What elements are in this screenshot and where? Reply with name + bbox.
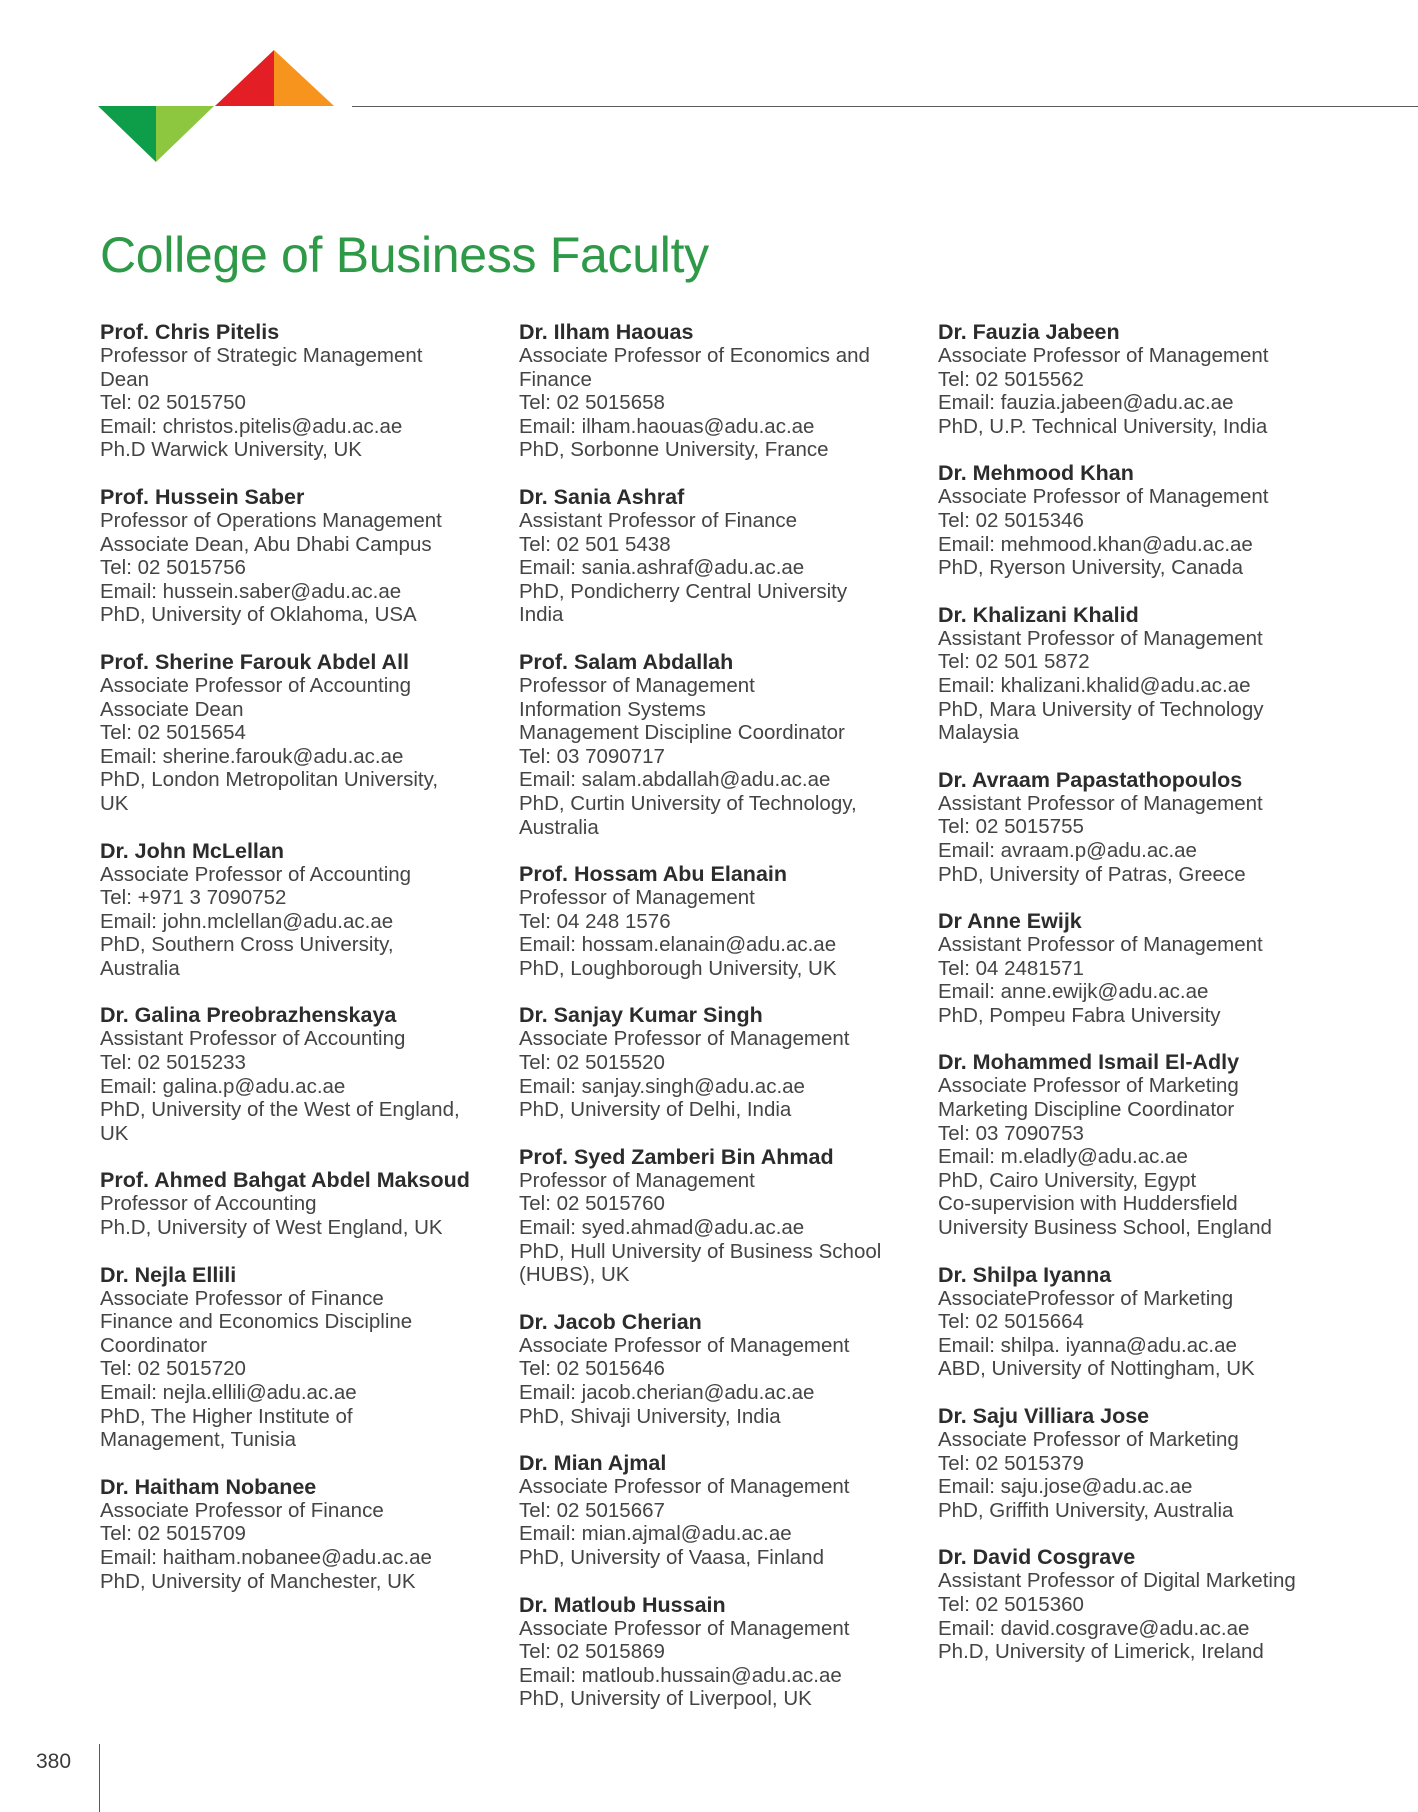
faculty-entry [519, 1003, 919, 1121]
faculty-detail-line: Associate Professor of Finance [100, 1498, 384, 1522]
faculty-detail-line: Associate Professor of Marketing [938, 1428, 1239, 1451]
faculty-detail-line: Tel: 02 5015667 [519, 1498, 665, 1522]
faculty-detail-line: PhD, University of Liverpool, UK [519, 1687, 812, 1711]
page-number: 380 [36, 1750, 72, 1773]
faculty-name: Dr. Sania Ashraf [519, 484, 685, 509]
faculty-detail-line: Assistant Professor of Accounting [100, 1027, 406, 1051]
faculty-detail-line: Assistant Professor of Finance [519, 508, 798, 532]
faculty-entry [100, 1168, 500, 1239]
faculty-detail-line: Associate Professor of Marketing [938, 1074, 1239, 1098]
faculty-detail-line: Assistant Professor of Management [938, 791, 1263, 815]
faculty-detail-line: UK [100, 1121, 129, 1145]
faculty-detail-line: Tel: 02 5015360 [938, 1592, 1084, 1616]
faculty-name: Prof. Syed Zamberi Bin Ahmad [519, 1144, 834, 1169]
faculty-name: Dr Anne Ewijk [938, 909, 1082, 934]
faculty-detail-line: Email: m.eladly@adu.ac.ae [938, 1145, 1188, 1169]
faculty-detail-line: Tel: 02 5015520 [519, 1051, 665, 1075]
faculty-detail-line: Tel: 03 7090753 [938, 1121, 1084, 1145]
faculty-name: Prof. Salam Abdallah [519, 649, 734, 674]
faculty-name: Dr. Fauzia Jabeen [938, 320, 1120, 344]
faculty-detail-line: Australia [100, 956, 180, 980]
faculty-entry [100, 485, 500, 627]
logo-red-triangle [215, 50, 274, 106]
faculty-detail-line: PhD, University of Patras, Greece [938, 862, 1246, 886]
faculty-name: Dr. David Cosgrave [938, 1545, 1136, 1570]
faculty-detail-line: PhD, Loughborough University, UK [519, 956, 837, 980]
faculty-detail-line: Email: john.mclellan@adu.ac.ae [100, 909, 394, 933]
faculty-detail-line: Professor of Operations Management [100, 508, 442, 532]
faculty-detail-line: PhD, University of Manchester, UK [100, 1569, 416, 1593]
faculty-detail-line: PhD, Griffith University, Australia [938, 1498, 1234, 1522]
faculty-detail-line: Tel: 02 5015233 [100, 1051, 246, 1075]
faculty-detail-line: Tel: 02 5015720 [100, 1357, 246, 1381]
faculty-name: Dr. Mohammed Ismail El-Adly [938, 1050, 1240, 1075]
faculty-entry [519, 650, 919, 839]
faculty-detail-line: ABD, University of Nottingham, UK [938, 1357, 1255, 1381]
faculty-entry [938, 320, 1338, 438]
faculty-detail-line: PhD, Ryerson University, Canada [938, 556, 1243, 580]
faculty-name: Prof. Hussein Saber [100, 484, 305, 509]
faculty-detail-line: Tel: 02 5015755 [938, 815, 1084, 839]
faculty-name: Dr. Jacob Cherian [519, 1309, 702, 1334]
faculty-entry [938, 1404, 1338, 1522]
faculty-detail-line: Assistant Professor of Digital Marketing [938, 1569, 1296, 1593]
faculty-entry [519, 1593, 919, 1711]
faculty-detail-line: Tel: 02 5015658 [519, 391, 665, 415]
faculty-detail-line: Australia [519, 815, 599, 839]
faculty-detail-line: Email: mehmood.khan@adu.ac.ae [938, 532, 1253, 556]
faculty-column-2 [519, 320, 919, 1734]
faculty-detail-line: Email: nejla.ellili@adu.ac.ae [100, 1381, 357, 1404]
faculty-column-1 [100, 320, 500, 1616]
faculty-detail-line: Associate Professor of Management [519, 1475, 850, 1499]
faculty-detail-line: Associate Professor of Management [938, 485, 1269, 509]
faculty-detail-line: PhD, Cairo University, Egypt [938, 1168, 1197, 1192]
faculty-name: Dr. Nejla Ellili [100, 1262, 237, 1287]
faculty-detail-line: Email: ilham.haouas@adu.ac.ae [519, 414, 815, 438]
faculty-entry [100, 839, 500, 981]
faculty-detail-line: Assistant Professor of Management [938, 626, 1263, 650]
faculty-detail-line: Tel: 02 5015760 [519, 1192, 665, 1216]
faculty-detail-line: Professor of Strategic Management [100, 344, 423, 367]
faculty-detail-line: Ph.D Warwick University, UK [100, 438, 362, 462]
faculty-detail-line: Email: saju.jose@adu.ac.ae [938, 1475, 1193, 1499]
faculty-detail-line: PhD, Shivaji University, India [519, 1404, 781, 1428]
faculty-name: Dr. Ilham Haouas [519, 320, 694, 344]
faculty-detail-line: PhD, London Metropolitan University, [100, 768, 439, 792]
faculty-detail-line: Ph.D, University of West England, UK [100, 1216, 443, 1240]
faculty-name: Dr. Haitham Nobanee [100, 1474, 317, 1499]
faculty-detail-line: Tel: 04 2481571 [938, 956, 1084, 980]
faculty-name: Dr. Shilpa Iyanna [938, 1262, 1112, 1287]
faculty-detail-line: Associate Dean, Abu Dhabi Campus [100, 532, 432, 556]
faculty-detail-line: Malaysia [938, 721, 1019, 745]
faculty-detail-line: Email: matloub.hussain@adu.ac.ae [519, 1663, 842, 1687]
faculty-detail-line: Professor of Management [519, 886, 755, 910]
faculty-detail-line: Information Systems [519, 697, 706, 721]
faculty-detail-line: Email: galina.p@adu.ac.ae [100, 1074, 346, 1098]
faculty-detail-line: PhD, Southern Cross University, [100, 933, 394, 957]
faculty-detail-line: Associate Professor of Management [519, 1027, 850, 1051]
faculty-detail-line: PhD, University of Oklahoma, USA [100, 603, 417, 627]
faculty-detail-line: Email: hussein.saber@adu.ac.ae [100, 579, 402, 603]
faculty-detail-line: PhD, The Higher Institute of [100, 1404, 353, 1428]
faculty-detail-line: Tel: 02 5015756 [100, 556, 246, 580]
faculty-detail-line: Email: anne.ewijk@adu.ac.ae [938, 980, 1209, 1004]
faculty-detail-line: Tel: 04 248 1576 [519, 909, 671, 933]
faculty-detail-line: PhD, University of the West of England, [100, 1098, 460, 1122]
faculty-name: Dr. Avraam Papastathopoulos [938, 767, 1243, 792]
faculty-name: Prof. Ahmed Bahgat Abdel Maksoud [100, 1168, 470, 1193]
page-title: College of Business Faculty [100, 227, 709, 283]
faculty-detail-line: PhD, Pompeu Fabra University [938, 1003, 1221, 1027]
faculty-detail-line: Tel: 02 5015654 [100, 721, 246, 745]
faculty-detail-line: Tel: 02 501 5438 [519, 532, 671, 556]
faculty-detail-line: Management Discipline Coordinator [519, 721, 845, 745]
faculty-detail-line: Finance and Economics Discipline [100, 1310, 413, 1334]
faculty-detail-line: Email: khalizani.khalid@adu.ac.ae [938, 673, 1251, 697]
faculty-name: Dr. Mehmood Khan [938, 461, 1134, 486]
faculty-detail-line: India [519, 603, 564, 627]
faculty-detail-line: Email: haitham.nobanee@adu.ac.ae [100, 1545, 432, 1569]
faculty-detail-line: Co-supervision with Huddersfield [938, 1192, 1238, 1216]
faculty-detail-line: Associate Professor of Management [519, 1333, 850, 1357]
faculty-detail-line: PhD, Mara University of Technology [938, 697, 1264, 721]
header-rule [352, 106, 1418, 107]
faculty-entry [519, 1310, 919, 1428]
faculty-entry [938, 461, 1338, 579]
faculty-entry [519, 1145, 919, 1287]
faculty-detail-line: Email: mian.ajmal@adu.ac.ae [519, 1522, 792, 1546]
faculty-name: Prof. Chris Pitelis [100, 320, 280, 344]
faculty-detail-line: Tel: 02 5015346 [938, 508, 1084, 532]
faculty-entry [100, 650, 500, 816]
faculty-name: Dr. Saju Villiara Jose [938, 1404, 1150, 1428]
faculty-detail-line: Management, Tunisia [100, 1428, 297, 1452]
faculty-detail-line: Email: sherine.farouk@adu.ac.ae [100, 744, 404, 768]
faculty-detail-line: Finance [519, 367, 592, 391]
faculty-detail-line: Tel: 02 5015750 [100, 391, 246, 415]
faculty-detail-line: PhD, University of Delhi, India [519, 1098, 792, 1122]
faculty-detail-line: Email: avraam.p@adu.ac.ae [938, 838, 1197, 862]
faculty-name: Prof. Hossam Abu Elanain [519, 862, 788, 887]
faculty-entry [938, 909, 1338, 1027]
faculty-detail-line: Ph.D, University of Limerick, Ireland [938, 1640, 1264, 1664]
faculty-detail-line: Tel: 03 7090717 [519, 744, 665, 768]
faculty-name: Dr. Galina Preobrazhenskaya [100, 1003, 397, 1028]
faculty-detail-line: Associate Professor of Accounting [100, 862, 412, 886]
faculty-detail-line: PhD, University of Vaasa, Finland [519, 1545, 824, 1569]
faculty-detail-line: Professor of Management [519, 673, 755, 697]
faculty-detail-line: Associate Professor of Accounting [100, 673, 412, 697]
faculty-detail-line: Tel: 02 501 5872 [938, 650, 1090, 674]
faculty-detail-line: Tel: 02 5015379 [938, 1451, 1084, 1475]
faculty-entry [938, 1545, 1338, 1663]
faculty-detail-line: Email: syed.ahmad@adu.ac.ae [519, 1216, 805, 1240]
faculty-detail-line: Tel: 02 5015664 [938, 1310, 1084, 1334]
faculty-detail-line: Email: hossam.elanain@adu.ac.ae [519, 933, 837, 957]
faculty-detail-line: Email: christos.pitelis@adu.ac.ae [100, 414, 403, 438]
faculty-detail-line: Tel: 02 5015709 [100, 1522, 246, 1546]
faculty-detail-line: Associate Professor of Management [519, 1616, 850, 1640]
faculty-detail-line: Email: fauzia.jabeen@adu.ac.ae [938, 391, 1234, 415]
faculty-detail-line: Email: jacob.cherian@adu.ac.ae [519, 1381, 815, 1404]
faculty-column-3 [938, 320, 1338, 1687]
faculty-name: Dr. Sanjay Kumar Singh [519, 1003, 763, 1028]
faculty-detail-line: Tel: 02 5015562 [938, 367, 1084, 391]
faculty-detail-line: PhD, Sorbonne University, France [519, 438, 829, 462]
faculty-entry [938, 768, 1338, 886]
faculty-entry [519, 1451, 919, 1569]
faculty-detail-line: Tel: +971 3 7090752 [100, 886, 287, 910]
faculty-detail-line: PhD, Curtin University of Technology, [519, 791, 857, 815]
faculty-detail-line: Marketing Discipline Coordinator [938, 1098, 1235, 1122]
faculty-detail-line: Tel: 02 5015869 [519, 1640, 665, 1664]
faculty-detail-line: Dean [100, 367, 150, 391]
faculty-detail-line: (HUBS), UK [519, 1263, 630, 1287]
faculty-detail-line: Associate Professor of Management [938, 344, 1269, 367]
faculty-detail-line: Email: sania.ashraf@adu.ac.ae [519, 556, 805, 580]
faculty-name: Dr. Matloub Hussain [519, 1592, 726, 1617]
faculty-detail-line: Professor of Accounting [100, 1192, 317, 1216]
faculty-detail-line: Associate Dean [100, 697, 244, 721]
footer-rule [99, 1744, 100, 1812]
faculty-entry [938, 603, 1338, 745]
faculty-name: Dr. Khalizani Khalid [938, 602, 1139, 627]
faculty-detail-line: UK [100, 791, 129, 815]
faculty-detail-line: Email: shilpa. iyanna@adu.ac.ae [938, 1333, 1237, 1357]
faculty-entry [938, 1050, 1338, 1239]
faculty-entry [938, 1263, 1338, 1381]
faculty-detail-line: Associate Professor of Finance [100, 1286, 384, 1310]
faculty-detail-line: Email: david.cosgrave@adu.ac.ae [938, 1616, 1250, 1640]
faculty-detail-line: PhD, Pondicherry Central University [519, 579, 848, 603]
faculty-entry [100, 1003, 500, 1145]
faculty-entry [100, 1263, 500, 1452]
faculty-entry [519, 320, 919, 462]
faculty-detail-line: Professor of Management [519, 1168, 755, 1192]
faculty-name: Prof. Sherine Farouk Abdel All [100, 649, 410, 674]
logo-green-triangle [98, 106, 156, 162]
logo-lime-triangle [156, 106, 214, 162]
logo-orange-triangle [274, 50, 334, 106]
faculty-detail-line: Coordinator [100, 1333, 208, 1357]
faculty-detail-line: Email: salam.abdallah@adu.ac.ae [519, 768, 831, 792]
university-logo-icon [98, 50, 334, 162]
faculty-entry [519, 862, 919, 980]
faculty-detail-line: University Business School, England [938, 1216, 1272, 1240]
faculty-detail-line: PhD, U.P. Technical University, India [938, 414, 1268, 438]
faculty-detail-line: Associate Professor of Economics and [519, 344, 870, 367]
faculty-detail-line: Email: sanjay.singh@adu.ac.ae [519, 1074, 805, 1098]
faculty-detail-line: Assistant Professor of Management [938, 933, 1263, 957]
faculty-entry [100, 1475, 500, 1593]
faculty-detail-line: Tel: 02 5015646 [519, 1357, 665, 1381]
faculty-entry [100, 320, 500, 462]
faculty-entry [519, 485, 919, 627]
faculty-detail-line: PhD, Hull University of Business School [519, 1239, 882, 1263]
faculty-name: Dr. Mian Ajmal [519, 1451, 667, 1476]
faculty-name: Dr. John McLellan [100, 838, 284, 863]
faculty-detail-line: AssociateProfessor of Marketing [938, 1286, 1234, 1310]
